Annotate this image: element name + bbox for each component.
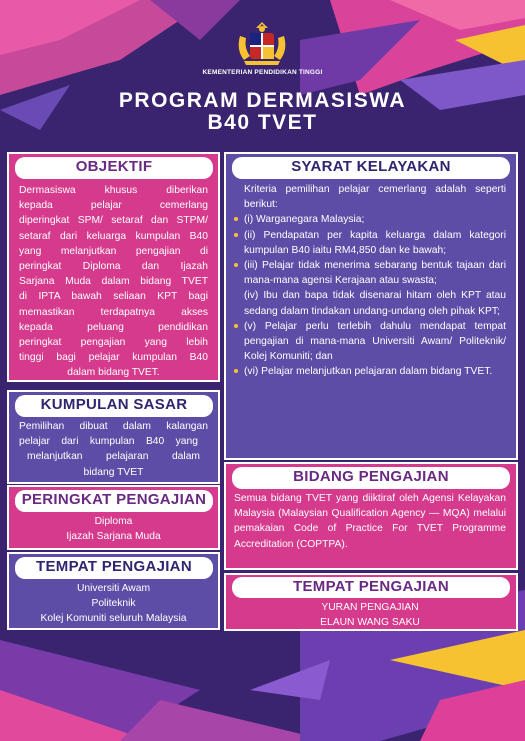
syarat-kelayakan-text: Kriteria pemilihan pelajar cemerlang adalah seperti berikut: (i) Warganegara Malaysia; (ii) Pendapatan per kapita keluarga dalam kategori kumpulan B40 iaitu RM4,850 dan ke bawah; (iii) Pelajar tidak menerima sebarang bentuk tajaan dari mana-mana agensi Kerajaan atau swasta; (iv) Ibu dan bapa tidak disenarai hitam oleh KPT atau sedang dalam tindakan undang-undang oleh pihak KPT; (v) Pelajar perlu terlebih dahulu mendapat tempat pengajian di mana-mana Universiti Awam/ Politeknik/ Kolej Komuniti; dan (vi) Pelajar melanjutkan pelajaran dalam bidang TVET. xyxy=(234,182,506,380)
bidang-pengajian-heading: BIDANG PENGAJIAN xyxy=(232,467,510,489)
bullet-dot-icon xyxy=(234,233,238,237)
bidang-pengajian-text: Semua bidang TVET yang diiktiraf oleh Agensi Kelayakan Malaysia (Malaysian Qualification Agency — MQA) melalui pemakaian Code of Practice For TVET Programme Accreditation (COPTPA). xyxy=(234,493,506,550)
bullet-dot-icon xyxy=(234,324,238,328)
syarat-item: (v) Pelajar perlu terlebih dahulu mendapat tempat pengajian di mana-mana Universiti Awam/ Politeknik/ Kolej Komuniti; dan xyxy=(234,319,506,365)
bullet-dot-icon xyxy=(234,369,238,373)
peringkat-pengajian-heading: PERINGKAT PENGAJIAN xyxy=(15,490,213,512)
syarat-item: (iii) Pelajar tidak menerima sebarang bentuk tajaan dari mana-mana agensi Kerajaan atau swasta; xyxy=(234,258,506,288)
kumpulan-sasar-text: Pemilihan dibuat dalam kalangan pelajar dari kumpulan B40 yang melanjutkan pelajaran dalam bidang TVET xyxy=(19,421,208,478)
objektif-heading: OBJEKTIF xyxy=(15,157,213,179)
syarat-item: (i) Warganegara Malaysia; xyxy=(234,212,506,227)
peringkat-pengajian-text: Diploma Ijazah Sarjana Muda xyxy=(66,516,161,543)
coat-of-arms-logo xyxy=(232,20,292,68)
page-title-line1: PROGRAM DERMASISWA xyxy=(118,89,407,112)
page-title-line2: B40 TVET xyxy=(207,111,318,134)
syarat-item: (vi) Pelajar melanjutkan pelajaran dalam bidang TVET. xyxy=(234,364,506,379)
tempat-pengajian-right-heading: TEMPAT PENGAJIAN xyxy=(232,577,510,598)
objektif-text: Dermasiswa khusus diberikan kepada pelajar cemerlang diperingkat SPM/ setaraf dan STPM/ setaraf dari keluarga kumpulan B40 yang melanjutkan pengajian di peringkat Diploma dan Ijazah Sarjana Muda dalam bidang TVET di IPTA bawah seliaan KPT bagi memastikan terdapatnya akses kepada peluang pendidikan peringkat pengajian yang lebih tinggi bagi pelajar kumpulan B40 dalam bidang TVET. xyxy=(19,185,208,379)
tempat-pengajian-left-heading: TEMPAT PENGAJIAN xyxy=(15,557,213,579)
bullet-dot-icon xyxy=(234,217,238,221)
ministry-name: KEMENTERIAN PENDIDIKAN TINGGI xyxy=(202,69,323,76)
tempat-pengajian-left-text: Universiti Awam Politeknik Kolej Komuniti seluruh Malaysia xyxy=(40,583,187,625)
syarat-item: (iv) Ibu dan bapa tidak disenarai hitam oleh KPT atau sedang dalam tindakan undang-undang oleh pihak KPT; xyxy=(244,290,506,317)
kumpulan-sasar-heading: KUMPULAN SASAR xyxy=(15,395,213,417)
tempat-pengajian-right-text: YURAN PENGAJIAN ELAUN WANG SAKU xyxy=(320,602,420,629)
syarat-item: (ii) Pendapatan per kapita keluarga dalam kategori kumpulan B40 iaitu RM4,850 dan ke bawah; xyxy=(234,228,506,258)
syarat-kelayakan-heading: SYARAT KELAYAKAN xyxy=(232,157,510,179)
bullet-dot-icon xyxy=(234,263,238,267)
